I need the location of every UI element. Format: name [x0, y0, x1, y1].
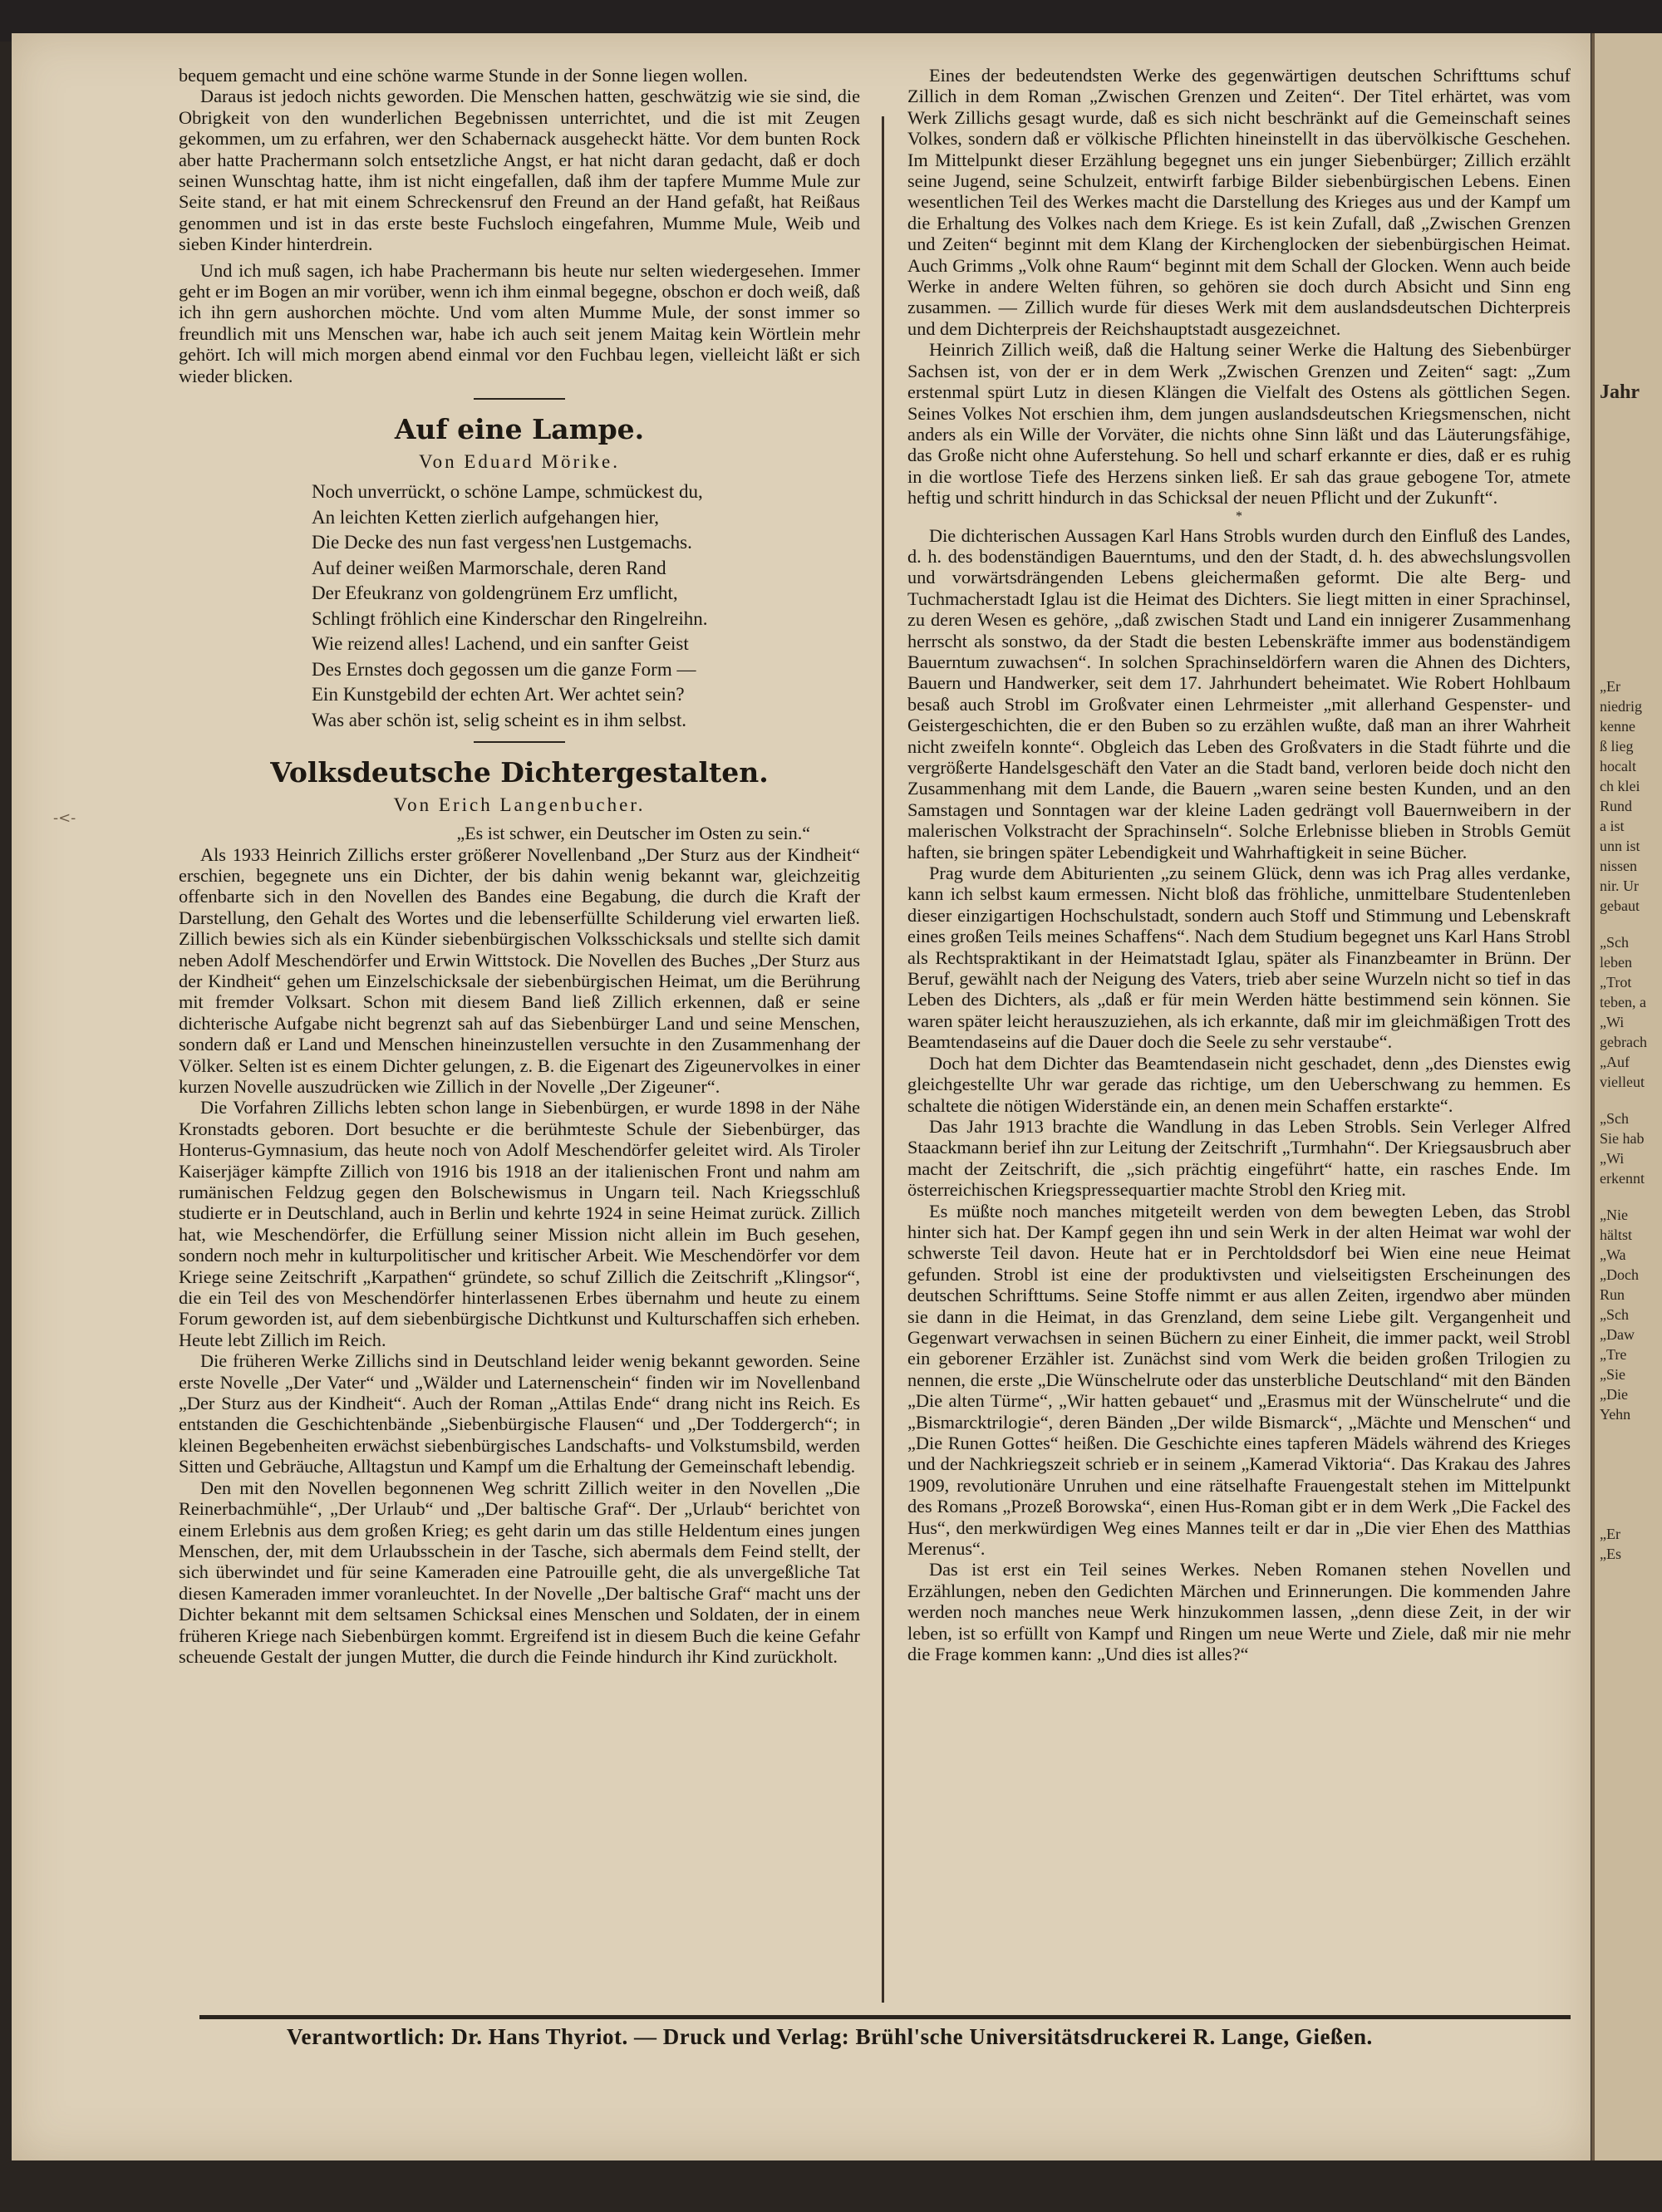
- fragment-line: hältst: [1600, 1226, 1632, 1243]
- fragment-line: a ist: [1600, 818, 1625, 834]
- article-paragraph: Eines der bedeutendsten Werke des gegenwärtigen deutschen Schrifttums schuf Zillich in dem Roman „Zwischen Grenzen und Zeiten“. Der Titel erhärtet, was vom Werk Zillichs gesagt wurde, daß es sich nicht beschränkt auf die Gemeinschaft seines Volkes, sondern daß er völkische Pflichten hineinstellt in das übervölkische Geschehen. Im Mittelpunkt dieser Erzählung begegnet uns ein junger Siebenbürger; Zillich erzählt seine Jugend, seine Schulzeit, entwirft farbige Bilder siebenbürgischen Lebens. Einen wesentlichen Teil des Werkes macht die Darstellung des Krieges aus und der Kampf um die Erhaltung des Volkes nach dem Kriege. Es ist kein Zufall, daß „Zwischen Grenzen und Zeiten“ beginnt mit dem Klang der Kirchenglocken der siebenbürgischen Heimat. Auch Grimms „Volk ohne Raum“ beginnt mit dem Schall der Glocken. Wenn auch beide Werke in andere Welten führen, so gehören sie doch durch Absicht und Sinn eng zusammen. — Zillich wurde für dieses Werk mit dem auslandsdeutschen Dichterpreis und dem Dichterpreis der Reichshauptstadt ausgezeichnet.: [907, 65, 1571, 339]
- article-paragraph: Den mit den Novellen begonnenen Weg schritt Zillich weiter in den Novellen „Die Reinerbachmühle“, „Der Urlaub“ und „Der baltische Graf“. Der „Urlaub“ berichtet von einem Erlebnis aus dem großen Krieg; es geht darin um das stille Heldentum eines jungen Menschen, der, mit dem Urlaubsschein in der Tasche, sich abermals dem Feind stellt, der sich überwindet und für seine Kameraden eine Patrouille geht, die als unvergeßliche Tat diesen Kameraden immer voranleuchtet. In der Novelle „Der baltische Graf“ macht uns der Dichter bekannt mit dem seltsamen Schicksal eines Menschen und Soldaten, der in einem früheren Kriege nach Siebenbürgen kommt. Ergreifend ist in diesem Buch die keine Gefahr scheuende Gestalt der jungen Mutter, die durch die Feinde hindurch ihr Kind zurückholt.: [179, 1477, 860, 1667]
- article-motto: „Es ist schwer, ein Deutscher im Osten zu sein.“: [456, 823, 810, 844]
- fragment-line: nir. Ur: [1600, 877, 1639, 894]
- fragment-line: Run: [1600, 1286, 1625, 1303]
- fragment-line: gebaut: [1600, 897, 1640, 914]
- fragment-line: „Wa: [1600, 1246, 1626, 1263]
- fragment-line: „Tre: [1600, 1346, 1627, 1363]
- column-rule: [882, 116, 884, 2003]
- right-column: [907, 65, 1571, 1664]
- fragment-line: kenne: [1600, 718, 1635, 735]
- fragment-line: Yehn: [1600, 1406, 1631, 1423]
- section-divider: [474, 741, 565, 743]
- story-ending-line: bequem gemacht und eine schöne warme Stunde in der Sonne liegen wollen.: [179, 65, 748, 86]
- left-column: [179, 65, 860, 1667]
- fragment-line: „Auf: [1600, 1054, 1630, 1070]
- fragment-line: „Es: [1600, 1546, 1621, 1562]
- article-paragraph: Das ist erst ein Teil seines Werkes. Neben Romanen stehen Novellen und Erzählungen, neben den Gedichten Märchen und Erinnerungen. Die kommenden Jahre werden noch manches neue Werk hinzukommen lassen, „denn diese Zeit, in der wir leben, ist so erfüllt von Kampf und Ringen um neue Werte und Ziele, daß mir nie mehr die Frage kommen kann: „Und dies ist alles?“: [907, 1559, 1571, 1665]
- poem-line: Wie reizend alles! Lachend, und ein sanfter Geist: [312, 633, 689, 655]
- fragment-line: „Trot: [1600, 974, 1632, 990]
- article-author: Von Erich Langenbucher.: [393, 794, 646, 816]
- adjacent-page-strip: [1591, 33, 1662, 2160]
- fragment-line: „Er: [1600, 1526, 1620, 1542]
- poem-author: Von Eduard Mörike.: [418, 451, 621, 473]
- fragment-line: Sie hab: [1600, 1130, 1645, 1147]
- fragment-line: „Er: [1600, 678, 1620, 695]
- fragment-line: unn ist: [1600, 838, 1640, 854]
- article-title: Volksdeutsche Dichtergestalten.: [270, 756, 769, 789]
- fragment-line: leben: [1600, 954, 1632, 971]
- section-asterisk: *: [1236, 509, 1242, 524]
- fragment-line: „Die: [1600, 1386, 1628, 1403]
- article-paragraph: Es müßte noch manches mitgeteilt werden von dem bewegten Leben, das Strobl hinter sich hat. Der Kampf gegen ihn und sein Werk in der alten Heimat war wohl der schwerste Teil davon. Heute hat er in Perchtoldsdorf bei Wien eine neue Heimat gefunden. Strobl ist eine der produktivsten und vielseitigsten Erscheinungen des deutschen Schrifttums. Seine Stoffe nimmt er aus allen Zeiten, irgendwo aber münden sie dann in die Heimat, in das Grenzland, dem seine Liebe gilt. Vergangenheit und Gegenwart verwachsen in seinen Büchern zu einer Einheit, die immer packt, weil Strobl ein geborener Erzähler ist. Zunächst sind vom Werk die beiden großen Trilogien zu nennen, die erste „Die Wünschelrute oder das unsterbliche Deutschland“ mit den Bänden „Die alten Türme“, „Wir hatten gebauet“ und „Erasmus mit der Wünschelrute“ und die „Bismarcktrilogie“, deren Bänden „Der wilde Bismarck“, „Mächte und Menschen“ und „Die Runen Gottes“ heißen. Die Geschichte eines tapferen Mädels während des Krieges und der Nachkriegszeit schrieb er in seinem „Kamerad Viktoria“. Das Krakau des Jahres 1909, revolutionäre Unruhen und eine rätselhafte Frauengestalt stehen im Mittelpunkt des Romans „Prozeß Borowska“, einen Hus-Roman gibt er in dem Werk „Die Fackel des Hus“, den merkwürdigen Weg eines Mannes teilt er dar in „Die vier Ehen des Matthias Merenus“.: [907, 1200, 1571, 1560]
- article-paragraph: Das Jahr 1913 brachte die Wandlung in das Leben Strobls. Sein Verleger Alfred Staackmann berief ihn zur Leitung der Zeitschrift „Turmhahn“. Der Kriegsausbruch aber macht der Zeitschrift, die „sich prächtig eingeführt“ hatte, ein rasches Ende. Im österreichischen Kriegspressequartier machte Strobl den Krieg mit.: [907, 1115, 1571, 1201]
- imprint-footer: Verantwortlich: Dr. Hans Thyriot. — Druck und Verlag: Brühl'sche Universitätsdruckerei R. Lange, Gießen.: [287, 2024, 1373, 2049]
- fragment-line: „Sie: [1600, 1366, 1625, 1383]
- article-paragraph: Die dichterischen Aussagen Karl Hans Strobls wurden durch den Einfluß des Landes, d. h. des bodenständigen Bauerntums, und den der Stadt, d. h. des abwechslungsvollen und vorwärtsdrängenden Lebens gleichermaßen geformt. Die alte Berg- und Tuchmacherstadt Iglau ist die Heimat des Dichters. Sie liegt mitten in einer Sprachinsel, zu deren Wesen es gehöre, „daß zwischen Stadt und Land ein innigerer Zusammenhang herrscht als sonstwo, da der Stadt die besten Lebenskräfte immer aus bodenständigem Bauerntum zuwachsen“. In solchen Sprachinseldörfern waren die Ahnen des Dichters, Bauern und Handwerker, seit dem 17. Jahrhundert beheimatet. Wie Robert Hohlbaum besaß auch Strobl im Großvater einen Lehrmeister „mit allerhand Gespenster- und Geistergeschichten, die er den Buben so zu erzählen wußte, daß man an ihrer Wahrheit nicht zweifeln konnte“. Obgleich das Leben des Großvaters in die Stadt führte und die vergrößerte Handelsgeschäft den Vater an die Stadt band, verloren beide doch nicht den Zusammenhang mit dem Lande, die Bauern „waren seine besten Kunden, und an den Samstagen und Sonntagen war der kleine Laden gedrängt voll Bauernweibern in der malerischen Volkstracht der Sprachinseln“. Solche Erlebnisse blieben in Strobls Gemüt haften, sie bringen später Lebendigkeit und Wahrhaftigkeit in seine Bücher.: [907, 524, 1571, 863]
- story-paragraph: Und ich muß sagen, ich habe Prachermann bis heute nur selten wiedergesehen. Immer geht er im Bogen an mir vorüber, wenn ich ihm einmal begegne, obschon er doch weiß, daß ich ihn gern aushorchen möchte. Und vom alten Mumme Mule, der sonst immer so freundlich mit uns Menschen war, habe ich auch seit jenem Maitag kein Wörtlein mehr gehört. Ich will mich morgen abend einmal vor den Fuchbau legen, vielleicht läßt er sich wieder blicken.: [179, 259, 860, 386]
- poem-line: Die Decke des nun fast vergess'nen Lustgemachs.: [312, 532, 692, 553]
- fragment-line: Rund: [1600, 798, 1633, 814]
- article-paragraph: Als 1933 Heinrich Zillichs erster größerer Novellenband „Der Sturz aus der Kindheit“ erschien, begegnete uns ein Dichter, der bis dahin wenig bekannt war, gleichzeitig offenbarte sich in den Novellen des Bandes eine Begabung, die durch die Kraft der Darstellung, den Gehalt des Wortes und die lebenserfüllte Schilderung viel erwarten ließ. Zillich bewies sich als ein Künder siebenbürgischen Volksschicksals und stellte sich damit neben Adolf Meschendörfer und Erwin Wittstock. Die Novellen des Buches „Der Sturz aus der Kindheit“ gehen um Einzelschicksale der siebenbürgischen Heimat, um die Berührung mit fremder Volksart. Schon mit diesem Band ließ Zillich erkennen, daß er seine dichterische Aufgabe nicht begrenzt sah auf das Siebenbürger Land und seine Menschen, sondern daß er Land und Menschen hineinzustellen versuchte in den Zusammenhang der Völker. Selten ist es einem Dichter gelungen, z. B. die Eigenart des Zigeunervolkes in einer kurzen Novelle auszudrücken wie Zillich in der Novelle „Der Zigeuner“.: [179, 843, 860, 1097]
- margin-mark: -<-: [53, 809, 76, 827]
- article-paragraph: Prag wurde dem Abiturienten „zu seinem Glück, denn was ich Prag alles verdanke, kann ich selbst kaum ermessen. Nicht bloß das fröhliche, unmittelbare Studentenleben dieser einzigartigen Hochschulstadt, sondern auch Stoff und Stimmung und Lebenskraft eines großen Teils meines Schaffens“. Nach dem Studium begegnet uns Karl Hans Strobl als Rechtspraktikant in der Heimatstadt Iglau, später als Finanzbeamter in Brünn. Der Beruf, gewählt nach der Neigung des Vaters, trieb aber seine Wurzeln nicht so tief in das Leben des Dichters, als „daß er für mein Werden hätte bestimmend sein können. Sie waren später leicht herauszuziehen, als ich erkannte, daß mir im gleichmäßigen Trott des Beamtendaseins auf die Dauer doch die Seele zu sehr verstaube“.: [907, 863, 1571, 1053]
- fragment-line: „Doch: [1600, 1266, 1639, 1283]
- footer-rule: [199, 2015, 1571, 2019]
- fragment-line: „Nie: [1600, 1207, 1628, 1223]
- poem-line: Was aber schön ist, selig scheint es in ihm selbst.: [312, 709, 687, 730]
- fragment-line: „Sch: [1600, 1306, 1629, 1323]
- fragment-line: teben, a: [1600, 994, 1646, 1010]
- fragment-line: „Sch: [1600, 1110, 1629, 1127]
- poem-title: Auf eine Lampe.: [394, 413, 645, 446]
- fragment-line: vielleut: [1600, 1074, 1645, 1090]
- fragment-line: erkennt: [1600, 1170, 1645, 1187]
- poem-line: Noch unverrückt, o schöne Lampe, schmückest du,: [312, 481, 703, 503]
- poem-line: Schlingt fröhlich eine Kinderschar den Ringelreihn.: [312, 607, 708, 629]
- article-paragraph: Doch hat dem Dichter das Beamtendasein nicht geschadet, denn „des Dienstes ewig gleichgestellte Uhr war gerade das richtige, um den Ueberschwang zu hemmen. Es schaltete die nötigen Widerstände ein, an denen mein Schaffen erstarkte“.: [907, 1052, 1571, 1116]
- poem-line: Auf deiner weißen Marmorschale, deren Rand: [312, 557, 666, 578]
- article-paragraph: Heinrich Zillich weiß, daß die Haltung seiner Werke die Haltung des Siebenbürger Sachsen ist, von der er in dem Werk „Zwischen Grenzen und Zeiten“ sagt: „Zum erstenmal spürt Lutz in diesen Klängen die Vielfalt des Ostens als göttlichen Segen. Seines Volkes Not erschien ihm, dem jungen auslandsdeutschen Kriegsmenschen, nicht anders als ein Wille der Vorväter, die nichts ohne Sinn läßt und das Läuterungsfähige, das Große nicht ohne Auferstehung. So hell und scharf erkannte er dies, daß er es ruhig in die wortlose Tiefe des Herzens sinken ließ. Er sah das graue gebogene Tor, atmete heftig und schritt hindurch in das Schicksal der neuen Pflicht und der Zukunft“.: [907, 339, 1571, 509]
- article-paragraph: Die Vorfahren Zillichs lebten schon lange in Siebenbürgen, er wurde 1898 in der Nähe Kronstadts geboren. Dort besuchte er die berühmteste Schule der Siebenbürger, das Honterus-Gymnasium, das heute noch von Adolf Meschendörfer geleitet wird. Als Tiroler Kaiserjäger kämpfte Zillich von 1916 bis 1918 an der italienischen Front und nahm am rumänischen Feldzug gegen den Bolschewismus in Ungarn teil. Nach Kriegsschluß studierte er in Deutschland, auch in Berlin und kehrte 1924 in seine Heimat zurück. Zillich hat, wie Meschendörfer, die Erfüllung seiner Mission nicht allein im Buch gesehen, sondern noch mehr in kulturpolitischer und kritischer Arbeit. Wie Meschendörfer vor dem Kriege seine Zeitschrift „Karpathen“ gründete, so schuf Zillich die Zeitschrift „Klingsor“, die ein Teil des von Meschendörfer hinterlassenen Erbes übernahm und heute zu einem Forum geworden ist, auf dem siebenbürgische Dichtkunst und Kulturschaffen sich erheben. Heute lebt Zillich im Reich.: [179, 1097, 860, 1350]
- fragment-line: ß lieg: [1600, 738, 1634, 755]
- poem-line: Der Efeukranz von goldengrünem Erz umflicht,: [312, 582, 678, 604]
- fragment-line: hocalt: [1600, 758, 1636, 774]
- poem-body: [179, 479, 860, 733]
- article-paragraph: Die früheren Werke Zillichs sind in Deutschland leider wenig bekannt geworden. Seine erste Novelle „Der Vater“ und „Wälder und Laternenschein“ finden wir im Novellenband „Der Sturz aus der Kindheit“. Auch der Roman „Attilas Ende“ drang nicht ins Reich. Es entstanden die Geschichtenbände „Siebenbürgische Flausen“ und „Der Toddergerch“; in kleinen Begebenheiten erwächst siebenbürgisches Landschafts- und Volkstumsbild, werden Sitten und Gebräuche, Alltagstun und Kampf um die Erhaltung der Gemeinschaft lebendig.: [179, 1350, 860, 1477]
- fragment-line: „Daw: [1600, 1326, 1635, 1343]
- fragment-line: „Wi: [1600, 1014, 1625, 1030]
- fragment-line: „Sch: [1600, 934, 1629, 951]
- poem-line: An leichten Ketten zierlich aufgehangen hier,: [312, 506, 659, 528]
- section-divider: [474, 398, 565, 400]
- fragment-heading: Jahr: [1600, 381, 1640, 403]
- fragment-line: „Wi: [1600, 1150, 1625, 1167]
- fragment-line: niedrig: [1600, 698, 1642, 715]
- poem-line: Ein Kunstgebild der echten Art. Wer achtet sein?: [312, 684, 685, 705]
- fragment-line: gebrach: [1600, 1034, 1647, 1050]
- story-paragraph: Daraus ist jedoch nichts geworden. Die Menschen hatten, geschwätzig wie sie sind, die Obrigkeit von den wunderlichen Begebnissen unterrichtet, und die ist mit Zeugen gekommen, um zu erfahren, wer den Schabernack ausgeheckt hätte. Vor dem bunten Rock aber hatte Prachermann solch entsetzliche Angst, er hat nicht daran gedacht, daß er doch seinen Wunschtag hatte, ihm ist nicht eingefallen, daß ihm der tapfere Mumme Mule zur Seite stand, er hat mit einem Schreckensruf den Freund an der Hand gefaßt, hat Reißaus genommen und ist in das erste beste Fuchsloch eingefahren, Mumme Mule, Weib und sieben Kinder hinterdrein.: [179, 86, 860, 255]
- fragment-line: ch klei: [1600, 778, 1640, 794]
- fragment-line: nissen: [1600, 858, 1637, 874]
- poem-line: Des Ernstes doch gegossen um die ganze Form —: [312, 658, 696, 680]
